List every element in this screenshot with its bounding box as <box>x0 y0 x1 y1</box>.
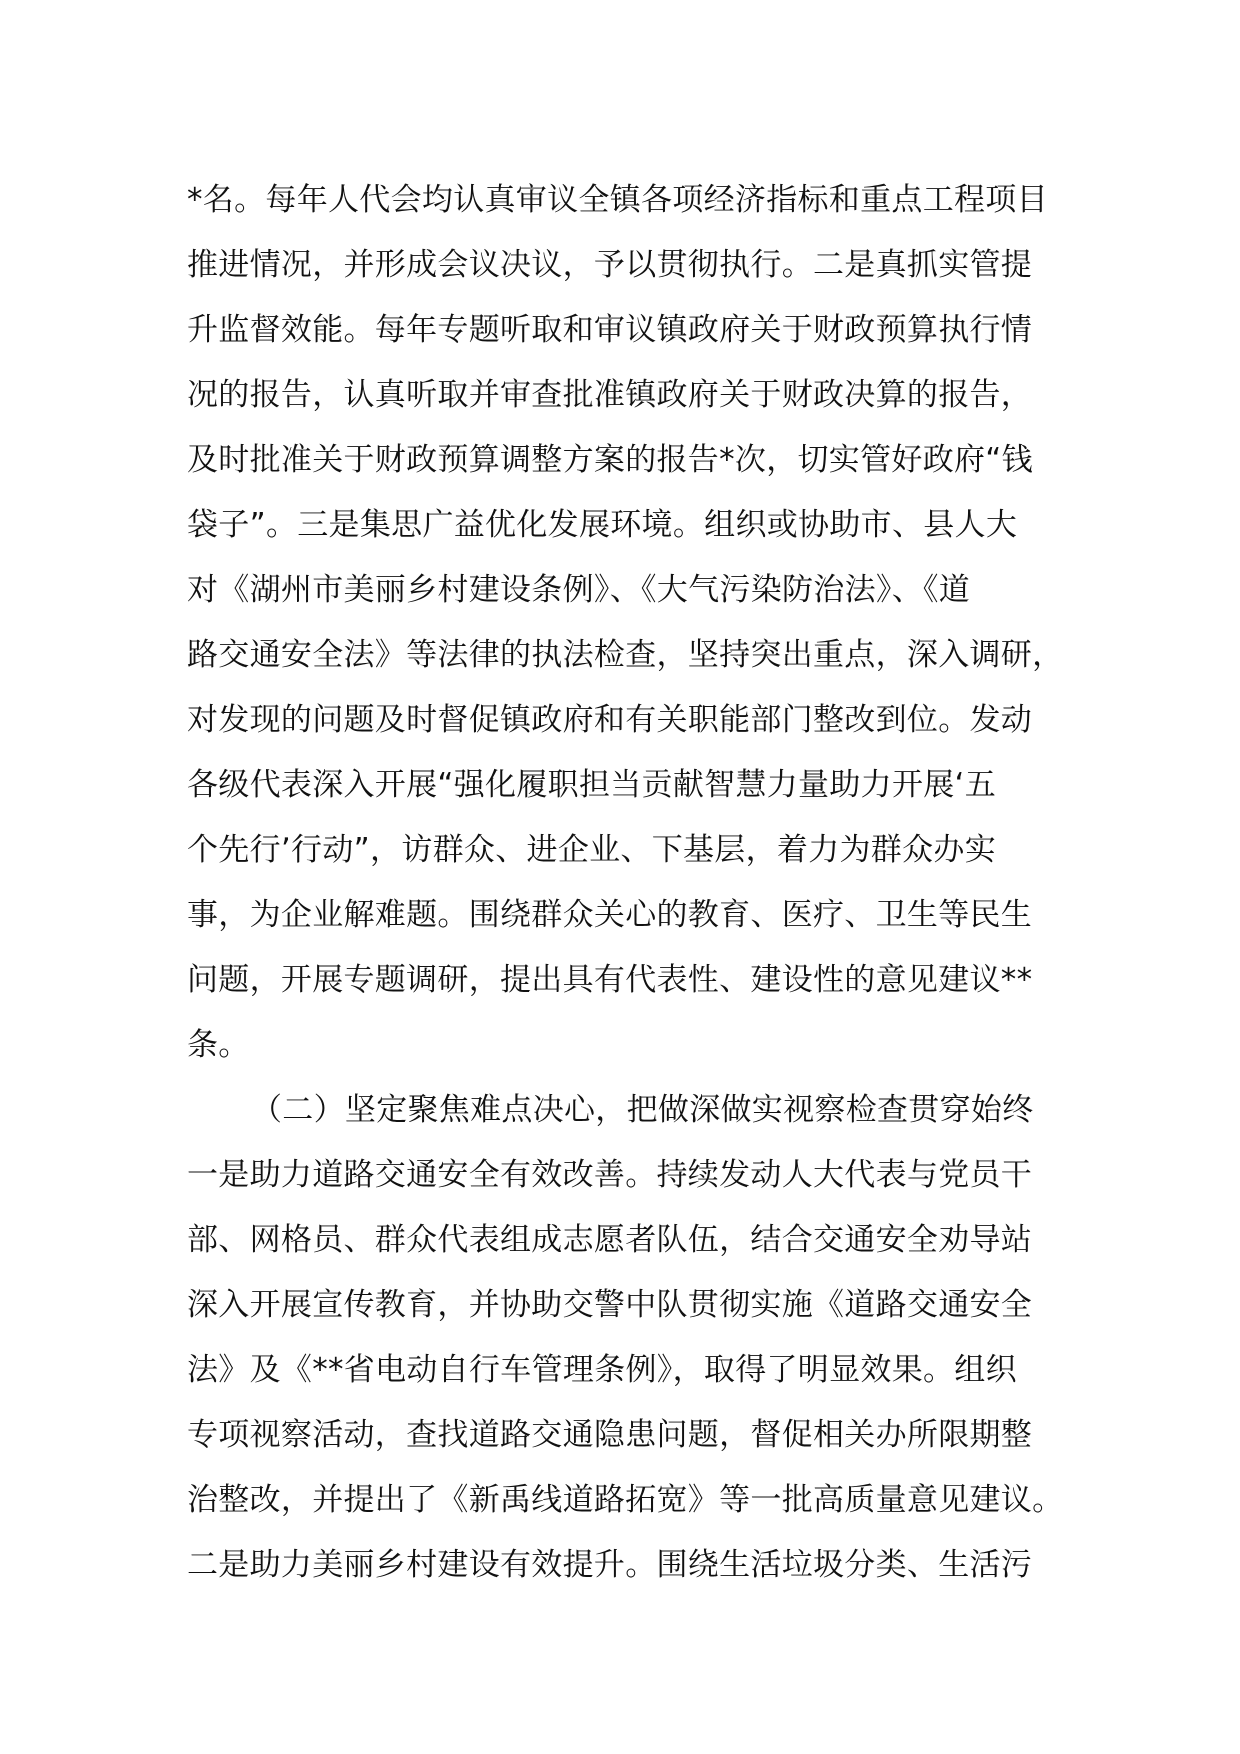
text-line: 专项视察活动，查找道路交通隐患问题，督促相关办所限期整 <box>187 1417 1033 1453</box>
text-line: 问题，开展专题调研，提出具有代表性、建设性的意见建议** <box>187 962 1033 998</box>
text-line: 一是助力道路交通安全有效改善。持续发动人大代表与党员干 <box>187 1157 1033 1193</box>
text-line: 个先行’行动”，访群众、进企业、下基层，着力为群众办实 <box>187 832 997 868</box>
text-line: 对《湖州市美丽乡村建设条例》、《大气污染防治法》、《道 <box>187 572 971 608</box>
text-line: 及时批准关于财政预算调整方案的报告*次，切实管好政府“钱 <box>187 442 1033 478</box>
text-line: 治整改，并提出了《新禹线道路拓宽》等一批高质量意见建议。 <box>187 1482 1064 1518</box>
text-line: 升监督效能。每年专题听取和审议镇政府关于财政预算执行情 <box>187 312 1033 348</box>
text-line: 条。 <box>187 1027 250 1063</box>
text-line: 各级代表深入开展“强化履职担当贡献智慧力量助力开展‘五 <box>187 767 997 803</box>
text-line: 推进情况，并形成会议决议，予以贯彻执行。二是真抓实管提 <box>187 247 1033 283</box>
text-line: *名。每年人代会均认真审议全镇各项经济指标和重点工程项目 <box>187 182 1048 218</box>
text-line: 深入开展宣传教育，并协助交警中队贯彻实施《道路交通安全 <box>187 1287 1033 1323</box>
body-text <box>187 168 1067 1598</box>
text-line: 二是助力美丽乡村建设有效提升。围绕生活垃圾分类、生活污 <box>187 1547 1033 1583</box>
text-line: 法》及《**省电动自行车管理条例》，取得了明显效果。组织 <box>187 1352 1017 1388</box>
text-line: 袋子”。三是集思广益优化发展环境。组织或协助市、县人大 <box>187 507 1018 543</box>
text-line: 对发现的问题及时督促镇政府和有关职能部门整改到位。发动 <box>187 702 1033 738</box>
text-line: 况的报告，认真听取并审查批准镇政府关于财政决算的报告， <box>187 377 1033 413</box>
text-line: 部、网格员、群众代表组成志愿者队伍，结合交通安全劝导站 <box>187 1222 1033 1258</box>
section-heading: （二）坚定聚焦难点决心，把做深做实视察检查贯穿始终 <box>251 1092 1034 1128</box>
text-line: 路交通安全法》等法律的执法检查，坚持突出重点，深入调研， <box>187 637 1064 673</box>
text-line: 事，为企业解难题。围绕群众关心的教育、医疗、卫生等民生 <box>187 897 1033 933</box>
